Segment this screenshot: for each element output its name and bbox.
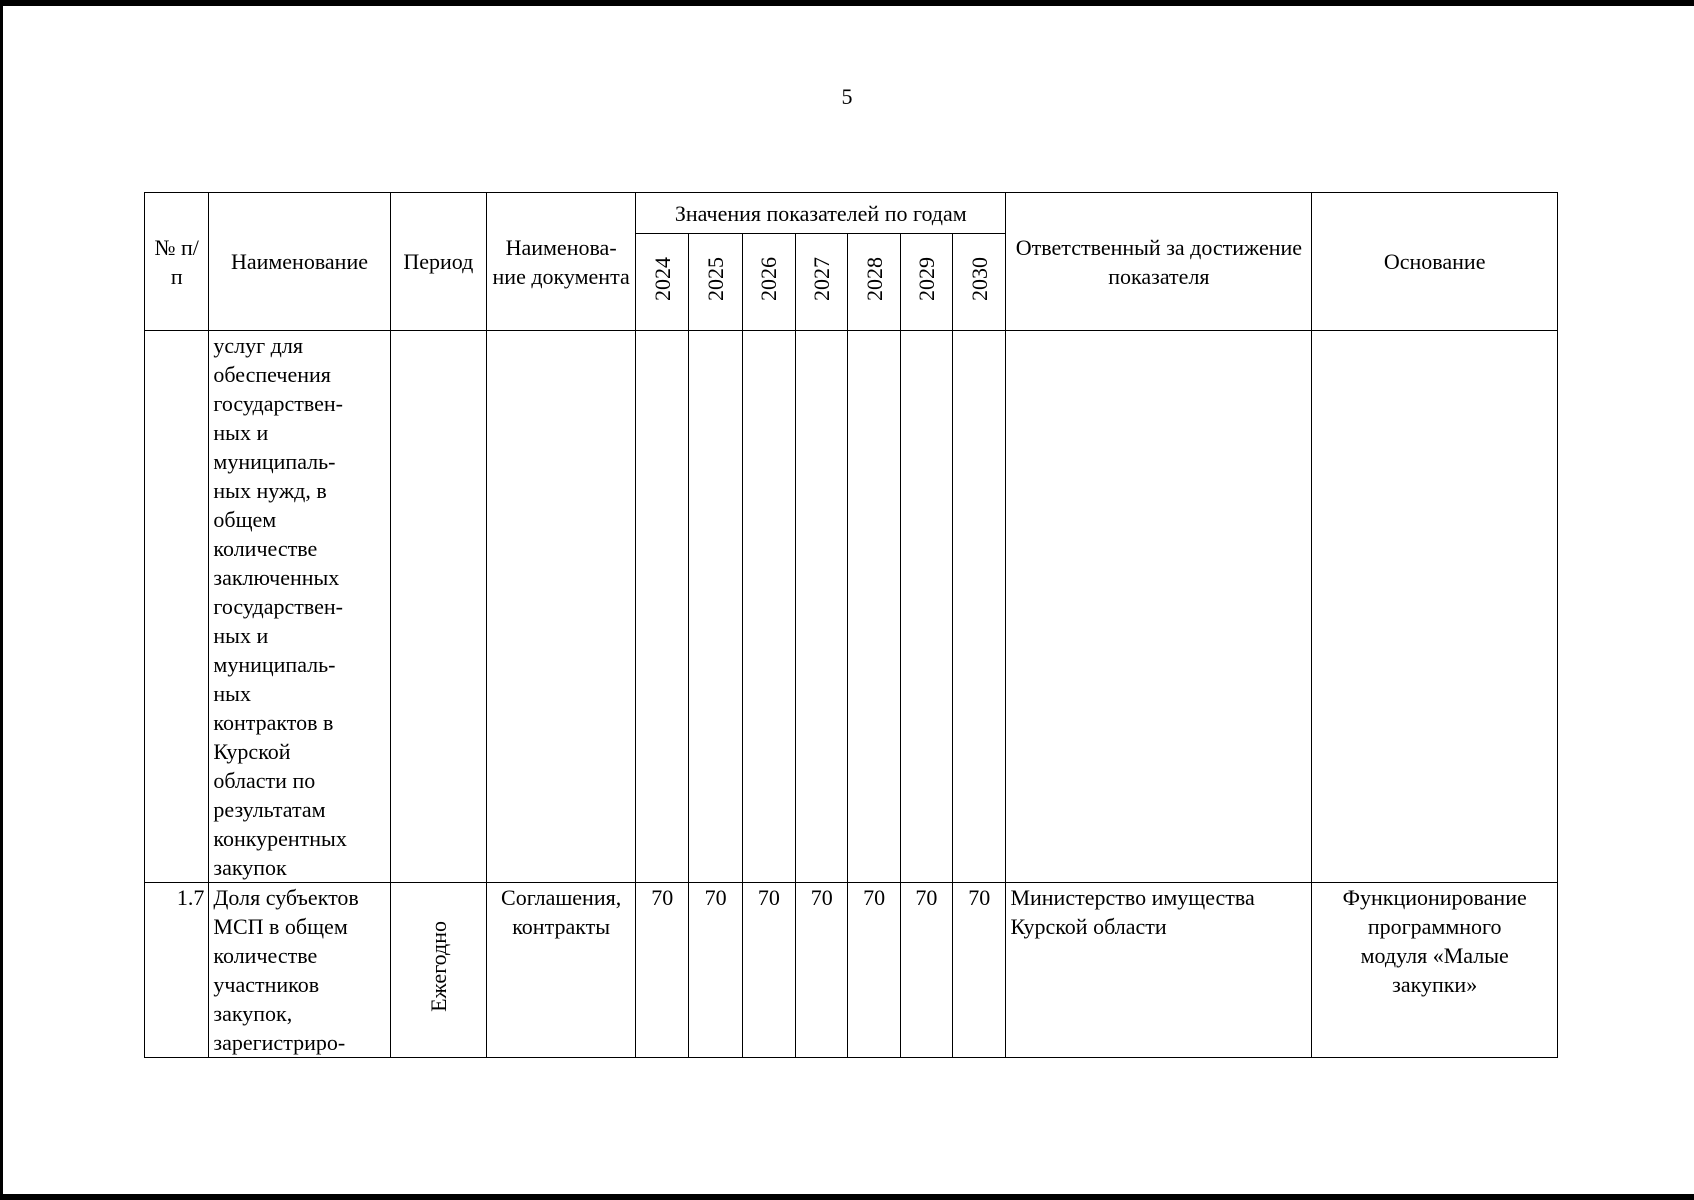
name-line: контрактов в [213,710,334,735]
cell-value-2024 [636,331,689,883]
cell-value-2028: 70 [848,883,900,1058]
cell-value-2027 [796,331,848,883]
name-line: конкурентных [213,826,347,851]
cell-value-2026 [742,331,795,883]
name-line: ных и [213,420,269,445]
header-row-1 [145,193,1558,234]
header-period: Период [390,193,487,331]
doc-line: Соглашения, [501,885,622,910]
name-line: МСП в общем [213,914,348,939]
header-year-2027 [796,234,848,331]
cell-name [209,331,390,883]
cell-responsible [1006,331,1312,883]
cell-value-2029 [900,331,952,883]
header-year-2030 [953,234,1006,331]
doc-line: контракты [512,914,611,939]
cell-num: 1.7 [145,883,209,1058]
cell-value-2028 [848,331,900,883]
header-year-2029 [900,234,952,331]
header-year-2025 [689,234,742,331]
cell-value-2026: 70 [742,883,795,1058]
responsible-line: Курской области [1010,914,1167,939]
header-doc: Наименова-ние документа [487,193,636,331]
table-row-continuation [145,331,1558,883]
basis-line: программного [1367,914,1502,939]
cell-value-2025: 70 [689,883,742,1058]
cell-value-2027: 70 [796,883,848,1058]
header-name: Наименование [209,193,390,331]
year-label: 2028 [861,256,887,301]
indicators-table [144,192,1558,1058]
cell-period [390,883,487,1058]
name-line: количестве [213,943,318,968]
cell-basis [1312,883,1558,1058]
basis-line: Функционирование [1342,885,1527,910]
responsible-line: Министерство имущества [1010,885,1255,910]
cell-name [209,883,390,1058]
name-line: заключенных [213,565,340,590]
cell-period [390,331,487,883]
year-label: 2025 [703,256,729,301]
cell-value-2025 [689,331,742,883]
header-basis: Основание [1312,193,1558,331]
name-line: ных и [213,623,269,648]
name-line: обеспечения [213,362,331,387]
name-line: Курской [213,739,291,764]
header-responsible: Ответственный за достижение показателя [1006,193,1312,331]
header-year-2026 [742,234,795,331]
year-label: 2029 [913,256,939,301]
basis-line: закупки» [1392,972,1478,997]
year-label: 2024 [649,256,675,301]
name-line: закупок, [213,1001,293,1026]
header-year-2028 [848,234,900,331]
cell-value-2030: 70 [953,883,1006,1058]
name-line: количестве [213,536,318,561]
name-line: государствен- [213,594,343,619]
year-label: 2026 [756,256,782,301]
cell-value-2030 [953,331,1006,883]
name-line: ных нужд, в [213,478,327,503]
cell-basis [1312,331,1558,883]
name-line: услуг для [213,333,303,358]
cell-num [145,331,209,883]
name-line: общем [213,507,277,532]
header-year-2024 [636,234,689,331]
header-values-group: Значения показателей по годам [636,193,1006,234]
cell-doc [487,331,636,883]
name-line: государствен- [213,391,343,416]
name-line: муниципаль- [213,652,336,677]
name-line: ных [213,681,251,706]
cell-value-2029: 70 [900,883,952,1058]
basis-line: модуля «Малые [1360,943,1509,968]
year-label: 2030 [966,256,992,301]
name-line: закупок [213,855,287,880]
name-line: участников [213,972,320,997]
cell-value-2024: 70 [636,883,689,1058]
name-line: области по [213,768,316,793]
cell-doc [487,883,636,1058]
period-label: Ежегодно [425,921,451,1012]
name-line: Доля субъектов [213,885,359,910]
cell-responsible [1006,883,1312,1058]
name-line: муниципаль- [213,449,336,474]
name-line: зарегистриро- [213,1030,346,1055]
year-label: 2027 [809,256,835,301]
name-line: результатам [213,797,326,822]
page-number: 5 [841,84,853,109]
header-num: № п/п [145,193,209,331]
table-row-1-7 [145,883,1558,1058]
